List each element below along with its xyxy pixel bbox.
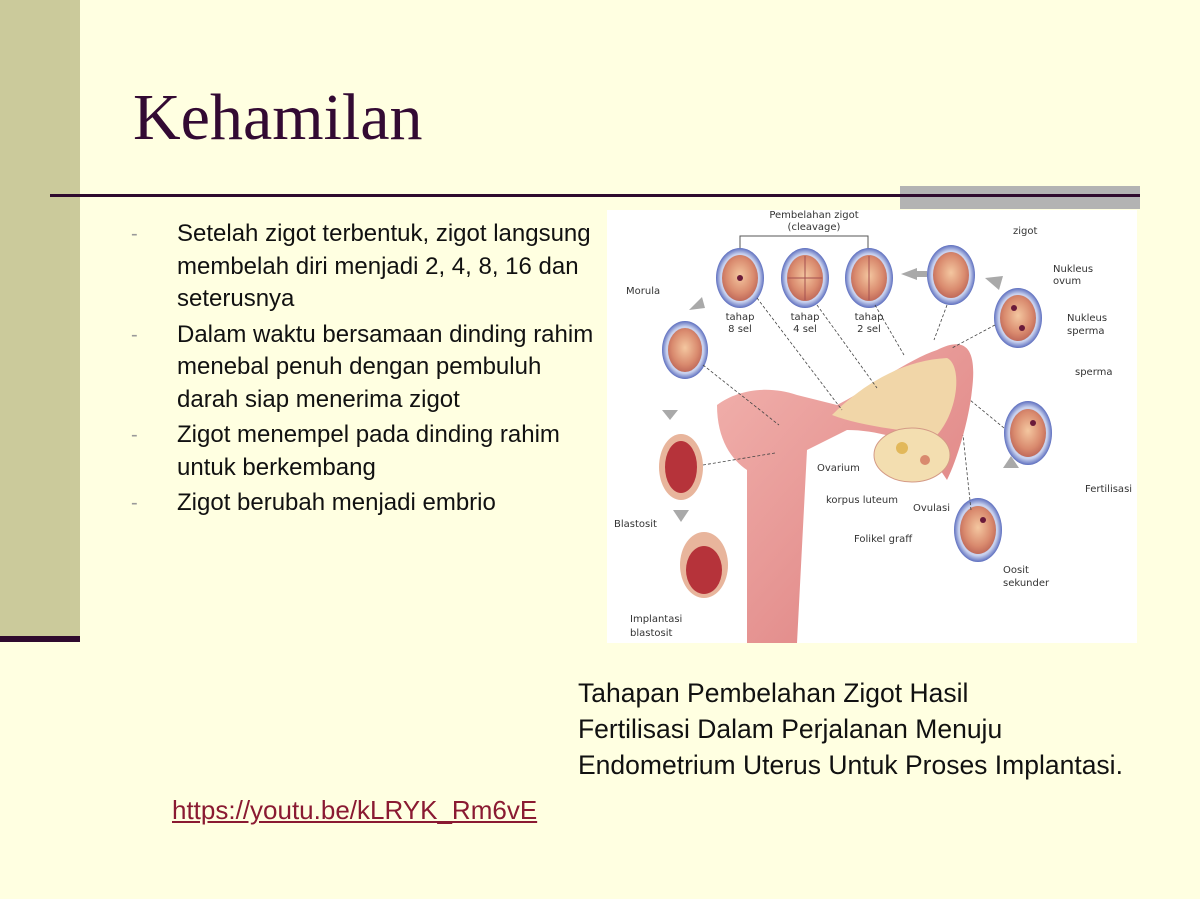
dash-marker: - <box>131 323 138 346</box>
sidebar-accent <box>0 0 80 636</box>
label-stage4-1: tahap <box>790 312 820 323</box>
cell-2-stage <box>845 248 893 308</box>
label-morula: Morula <box>626 286 661 297</box>
label-oosit-1: Oosit <box>1003 565 1029 576</box>
bullet-list <box>128 218 598 523</box>
bullet-text: Dalam waktu bersamaan dinding rahim menebal penuh dengan pembuluh darah siap menerima zigot <box>177 320 594 413</box>
label-ovulasi: Ovulasi <box>913 503 951 514</box>
bullet-item <box>128 319 598 417</box>
zygote-cell <box>927 245 975 305</box>
sidebar-bottom-strip <box>0 636 80 642</box>
label-folikel-graff: Folikel graff <box>854 534 913 545</box>
label-stage8-2: 8 sel <box>728 324 752 335</box>
slide-title: Kehamilan <box>133 81 423 154</box>
bullet-item <box>128 419 598 484</box>
cleavage-subheader: (cleavage) <box>787 222 841 233</box>
secondary-oocyte-cell <box>954 498 1002 562</box>
label-nukleus-sperma-1: Nukleus <box>1067 313 1108 324</box>
header-grey-bar <box>900 186 1140 209</box>
fertilization-cell <box>1004 401 1052 465</box>
label-implantasi-1: Implantasi <box>630 614 683 625</box>
bullet-text: Setelah zigot terbentuk, zigot langsung membelah diri menjadi 2, 4, 8, 16 dan seterusnya <box>177 220 591 312</box>
label-korpus-luteum: korpus luteum <box>826 495 899 506</box>
label-sperma: sperma <box>1075 367 1113 378</box>
caption-line: Fertilisasi Dalam Perjalanan Menuju <box>578 714 1003 744</box>
cell-8-stage <box>716 248 764 308</box>
youtube-link[interactable]: https://youtu.be/kLRYK_Rm6vE <box>172 795 538 825</box>
label-oosit-2: sekunder <box>1003 578 1050 589</box>
bullet-item <box>128 487 598 520</box>
cell-4-stage <box>781 248 829 308</box>
label-implantasi-2: blastosit <box>630 628 673 639</box>
dash-marker: - <box>131 492 138 514</box>
label-stage2-1: tahap <box>854 312 884 323</box>
label-nukleus-sperma-2: sperma <box>1067 326 1105 337</box>
morula-cell <box>662 321 708 379</box>
implanted-blastocyst-cell <box>680 532 728 598</box>
uterus-illustration <box>717 344 973 643</box>
label-fertilisasi: Fertilisasi <box>1085 484 1133 495</box>
label-zigot: zigot <box>1013 226 1038 237</box>
bullet-item <box>128 218 598 316</box>
label-stage2-2: 2 sel <box>857 324 881 335</box>
label-stage4-2: 4 sel <box>793 324 817 335</box>
fertilized-ovum-cell <box>994 288 1042 348</box>
label-ovarium: Ovarium <box>817 463 860 474</box>
dash-marker: - <box>131 424 138 446</box>
bullet-text: Zigot menempel pada dinding rahim untuk berkembang <box>177 421 560 481</box>
figure-caption <box>578 675 1123 783</box>
cleavage-header: Pembelahan zigot <box>769 210 859 221</box>
label-stage8-1: tahap <box>725 312 755 323</box>
caption-line: Tahapan Pembelahan Zigot Hasil <box>578 678 969 708</box>
dash-marker: - <box>131 223 138 245</box>
title-divider <box>50 194 1140 197</box>
fertilization-diagram <box>607 210 1137 643</box>
bullet-text: Zigot berubah menjadi embrio <box>177 489 496 516</box>
label-nukleus-ovum-1: Nukleus <box>1053 264 1094 275</box>
label-blastosit: Blastosit <box>614 519 657 530</box>
label-nukleus-ovum-2: ovum <box>1053 276 1082 287</box>
caption-line: Endometrium Uterus Untuk Proses Implantasi. <box>578 750 1123 780</box>
blastocyst-cell <box>659 434 703 500</box>
